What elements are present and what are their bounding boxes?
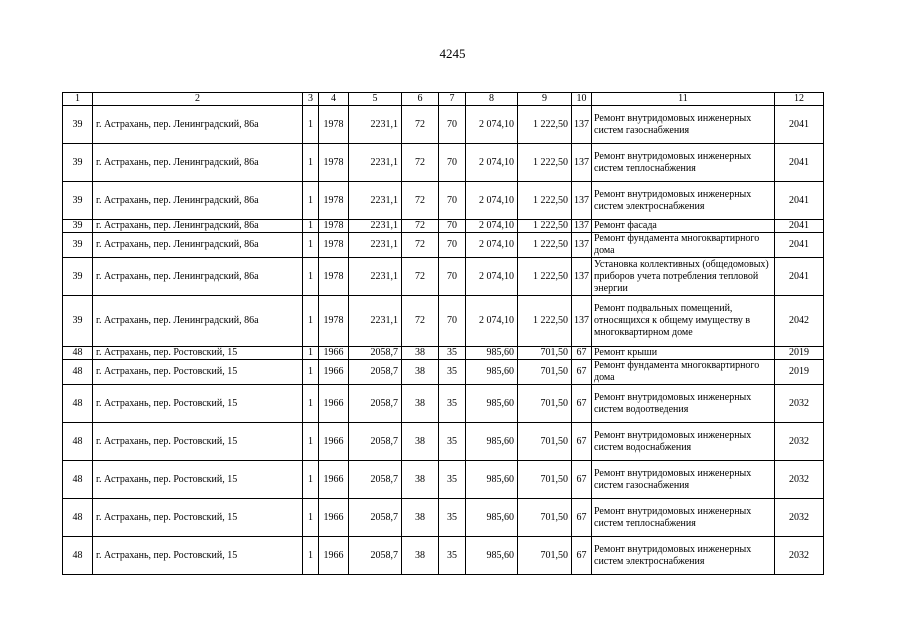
table-cell: г. Астрахань, пер. Ростовский, 15 — [93, 537, 303, 575]
table-cell: 2058,7 — [349, 461, 402, 499]
table-cell: 1 222,50 — [518, 182, 572, 220]
table-cell: 985,60 — [466, 347, 518, 360]
table-cell: 2041 — [775, 182, 824, 220]
table-cell: 2231,1 — [349, 258, 402, 296]
table-cell: Ремонт крыши — [592, 347, 775, 360]
table-cell: 2041 — [775, 233, 824, 258]
table-cell: 67 — [572, 423, 592, 461]
table-cell: 1 — [303, 106, 319, 144]
table-cell: Ремонт фундамента многоквартирного дома — [592, 360, 775, 385]
table-cell: 67 — [572, 360, 592, 385]
table-cell: Ремонт внутридомовых инженерных систем водоотведения — [592, 385, 775, 423]
table-cell: 2041 — [775, 220, 824, 233]
table-cell: 1 — [303, 296, 319, 347]
table-cell: г. Астрахань, пер. Ростовский, 15 — [93, 385, 303, 423]
table-cell: 1 — [303, 233, 319, 258]
table-cell: 70 — [439, 106, 466, 144]
column-number-cell: 7 — [439, 93, 466, 106]
table-cell: 35 — [439, 461, 466, 499]
table-cell: 70 — [439, 296, 466, 347]
table-row — [63, 144, 824, 182]
table-cell: г. Астрахань, пер. Ростовский, 15 — [93, 347, 303, 360]
table-cell: 38 — [402, 499, 439, 537]
table-cell: 137 — [572, 220, 592, 233]
table-cell: Ремонт внутридомовых инженерных систем теплоснабжения — [592, 144, 775, 182]
table-cell: г. Астрахань, пер. Ленинградский, 86а — [93, 296, 303, 347]
table-cell: 2058,7 — [349, 347, 402, 360]
table-row — [63, 233, 824, 258]
table-cell: 137 — [572, 182, 592, 220]
table-cell: 1 222,50 — [518, 106, 572, 144]
table-cell: 2058,7 — [349, 499, 402, 537]
table-cell: 2041 — [775, 106, 824, 144]
table-row — [63, 106, 824, 144]
table-cell: 1978 — [319, 296, 349, 347]
table-body — [63, 93, 824, 575]
table-cell: 38 — [402, 423, 439, 461]
table-row — [63, 423, 824, 461]
table-cell: 67 — [572, 537, 592, 575]
table-cell: 137 — [572, 296, 592, 347]
table-cell: 48 — [63, 537, 93, 575]
table-cell: 2 074,10 — [466, 106, 518, 144]
table-cell: 985,60 — [466, 461, 518, 499]
column-number-cell: 3 — [303, 93, 319, 106]
table-cell: 1978 — [319, 144, 349, 182]
table-cell: Ремонт внутридомовых инженерных систем газоснабжения — [592, 461, 775, 499]
table-cell: г. Астрахань, пер. Ленинградский, 86а — [93, 233, 303, 258]
table-cell: г. Астрахань, пер. Ростовский, 15 — [93, 360, 303, 385]
table-row — [63, 182, 824, 220]
table-cell: г. Астрахань, пер. Ленинградский, 86а — [93, 144, 303, 182]
table-cell: 137 — [572, 144, 592, 182]
table-cell: 1978 — [319, 220, 349, 233]
table-cell: 701,50 — [518, 537, 572, 575]
table-cell: 1 222,50 — [518, 144, 572, 182]
table-cell: 1978 — [319, 182, 349, 220]
table-cell: 39 — [63, 106, 93, 144]
table-cell: 72 — [402, 144, 439, 182]
table-cell: г. Астрахань, пер. Ленинградский, 86а — [93, 220, 303, 233]
table-cell: Ремонт внутридомовых инженерных систем электроснабжения — [592, 182, 775, 220]
table-cell: 35 — [439, 347, 466, 360]
table-cell: Ремонт фундамента многоквартирного дома — [592, 233, 775, 258]
table-cell: 701,50 — [518, 360, 572, 385]
table-cell: 39 — [63, 258, 93, 296]
column-number-cell: 4 — [319, 93, 349, 106]
table-cell: 72 — [402, 106, 439, 144]
table-cell: 985,60 — [466, 423, 518, 461]
page-number: 4245 — [439, 46, 466, 61]
table-cell: 38 — [402, 347, 439, 360]
table-cell: 701,50 — [518, 423, 572, 461]
table-cell: 1 — [303, 220, 319, 233]
table-row — [63, 360, 824, 385]
table-cell: 38 — [402, 385, 439, 423]
table-cell: 701,50 — [518, 385, 572, 423]
table-cell: 35 — [439, 385, 466, 423]
table-cell: г. Астрахань, пер. Ростовский, 15 — [93, 499, 303, 537]
table-cell: 2058,7 — [349, 537, 402, 575]
column-number-cell: 8 — [466, 93, 518, 106]
table-cell: Ремонт внутридомовых инженерных систем теплоснабжения — [592, 499, 775, 537]
table-row — [63, 296, 824, 347]
table-cell: 1 — [303, 423, 319, 461]
table-cell: 2 074,10 — [466, 182, 518, 220]
table-cell: 39 — [63, 144, 93, 182]
table-row — [63, 461, 824, 499]
table-row — [63, 499, 824, 537]
table-cell: 2 074,10 — [466, 258, 518, 296]
table-cell: Ремонт внутридомовых инженерных систем электроснабжения — [592, 537, 775, 575]
table-cell: Ремонт подвальных помещений, относящихся к общему имуществу в многоквартирном доме — [592, 296, 775, 347]
table-cell: 35 — [439, 499, 466, 537]
table-row — [63, 258, 824, 296]
table-cell: Ремонт внутридомовых инженерных систем водоснабжения — [592, 423, 775, 461]
column-number-cell: 5 — [349, 93, 402, 106]
table-cell: 2032 — [775, 499, 824, 537]
table-cell: 701,50 — [518, 347, 572, 360]
table-cell: 2019 — [775, 360, 824, 385]
table-cell: 1966 — [319, 385, 349, 423]
table-cell: 2019 — [775, 347, 824, 360]
table-cell: 2032 — [775, 385, 824, 423]
table-cell: 48 — [63, 499, 93, 537]
table-cell: г. Астрахань, пер. Ленинградский, 86а — [93, 106, 303, 144]
table-cell: 1966 — [319, 499, 349, 537]
table-header-row — [63, 93, 824, 106]
table-cell: 137 — [572, 106, 592, 144]
table-cell: 72 — [402, 182, 439, 220]
table-cell: 1966 — [319, 537, 349, 575]
table-cell: 2231,1 — [349, 144, 402, 182]
table-cell: 48 — [63, 423, 93, 461]
column-number-cell: 2 — [93, 93, 303, 106]
table-cell: 72 — [402, 220, 439, 233]
table-cell: 38 — [402, 461, 439, 499]
table-cell: 2 074,10 — [466, 296, 518, 347]
table-cell: 2058,7 — [349, 360, 402, 385]
table-cell: 35 — [439, 537, 466, 575]
table-cell: 39 — [63, 233, 93, 258]
column-number-cell: 1 — [63, 93, 93, 106]
table-cell: 2231,1 — [349, 220, 402, 233]
table-cell: 1 — [303, 537, 319, 575]
table-cell: 1966 — [319, 423, 349, 461]
table-cell: г. Астрахань, пер. Ленинградский, 86а — [93, 258, 303, 296]
table-cell: 701,50 — [518, 461, 572, 499]
table-cell: 1 — [303, 499, 319, 537]
column-number-cell: 11 — [592, 93, 775, 106]
table-cell: 70 — [439, 233, 466, 258]
column-number-cell: 9 — [518, 93, 572, 106]
table-cell: 1 — [303, 385, 319, 423]
table-cell: 1978 — [319, 233, 349, 258]
table-cell: 2042 — [775, 296, 824, 347]
table-cell: 38 — [402, 537, 439, 575]
table-cell: 2058,7 — [349, 423, 402, 461]
table-cell: 2058,7 — [349, 385, 402, 423]
table-cell: 985,60 — [466, 360, 518, 385]
table-cell: 1 222,50 — [518, 296, 572, 347]
table-cell: 2 074,10 — [466, 144, 518, 182]
column-number-cell: 10 — [572, 93, 592, 106]
table-cell: 1966 — [319, 360, 349, 385]
table-cell: 1966 — [319, 461, 349, 499]
table-cell: Ремонт внутридомовых инженерных систем газоснабжения — [592, 106, 775, 144]
table-cell: 1 — [303, 461, 319, 499]
table-cell: 701,50 — [518, 499, 572, 537]
table-cell: 2 074,10 — [466, 220, 518, 233]
table-cell: 72 — [402, 296, 439, 347]
table-cell: 2231,1 — [349, 106, 402, 144]
table-row — [63, 537, 824, 575]
table-cell: 985,60 — [466, 385, 518, 423]
table-cell: 38 — [402, 360, 439, 385]
table-cell: 985,60 — [466, 499, 518, 537]
table-cell: 35 — [439, 423, 466, 461]
table-cell: Ремонт фасада — [592, 220, 775, 233]
table-cell: 2231,1 — [349, 296, 402, 347]
table-cell: г. Астрахань, пер. Ростовский, 15 — [93, 423, 303, 461]
table-cell: 48 — [63, 360, 93, 385]
table-cell: г. Астрахань, пер. Ленинградский, 86а — [93, 182, 303, 220]
table-row — [63, 347, 824, 360]
register-table — [62, 92, 824, 575]
table-cell: 70 — [439, 144, 466, 182]
table-cell: 985,60 — [466, 537, 518, 575]
column-number-cell: 6 — [402, 93, 439, 106]
table-cell: 2032 — [775, 537, 824, 575]
table-cell: 67 — [572, 461, 592, 499]
table-cell: 72 — [402, 258, 439, 296]
table-cell: 1 222,50 — [518, 258, 572, 296]
table-cell: 1 — [303, 182, 319, 220]
table-cell: 1 — [303, 258, 319, 296]
table-cell: 48 — [63, 461, 93, 499]
table-cell: 2032 — [775, 423, 824, 461]
column-number-cell: 12 — [775, 93, 824, 106]
table-cell: 67 — [572, 347, 592, 360]
table-cell: 2041 — [775, 144, 824, 182]
table-cell: г. Астрахань, пер. Ростовский, 15 — [93, 461, 303, 499]
table-cell: 39 — [63, 220, 93, 233]
table-cell: 67 — [572, 385, 592, 423]
table-row — [63, 220, 824, 233]
table-cell: 1 222,50 — [518, 233, 572, 258]
table-cell: 1978 — [319, 258, 349, 296]
table-cell: 72 — [402, 233, 439, 258]
table-cell: 137 — [572, 258, 592, 296]
table-cell: Установка коллективных (общедомовых) приборов учета потребления тепловой энергии — [592, 258, 775, 296]
table-cell: 2231,1 — [349, 233, 402, 258]
table-cell: 2041 — [775, 258, 824, 296]
table-cell: 35 — [439, 360, 466, 385]
table-cell: 137 — [572, 233, 592, 258]
table-cell: 70 — [439, 182, 466, 220]
table-cell: 1 — [303, 347, 319, 360]
table-cell: 48 — [63, 385, 93, 423]
table-cell: 2 074,10 — [466, 233, 518, 258]
table-cell: 2231,1 — [349, 182, 402, 220]
table-cell: 67 — [572, 499, 592, 537]
table-cell: 70 — [439, 258, 466, 296]
table-cell: 39 — [63, 182, 93, 220]
table-cell: 2032 — [775, 461, 824, 499]
table-cell: 70 — [439, 220, 466, 233]
table-row — [63, 385, 824, 423]
table-cell: 1966 — [319, 347, 349, 360]
table-cell: 1 222,50 — [518, 220, 572, 233]
table-cell: 48 — [63, 347, 93, 360]
table-cell: 1 — [303, 360, 319, 385]
table-cell: 39 — [63, 296, 93, 347]
table-cell: 1 — [303, 144, 319, 182]
table-cell: 1978 — [319, 106, 349, 144]
